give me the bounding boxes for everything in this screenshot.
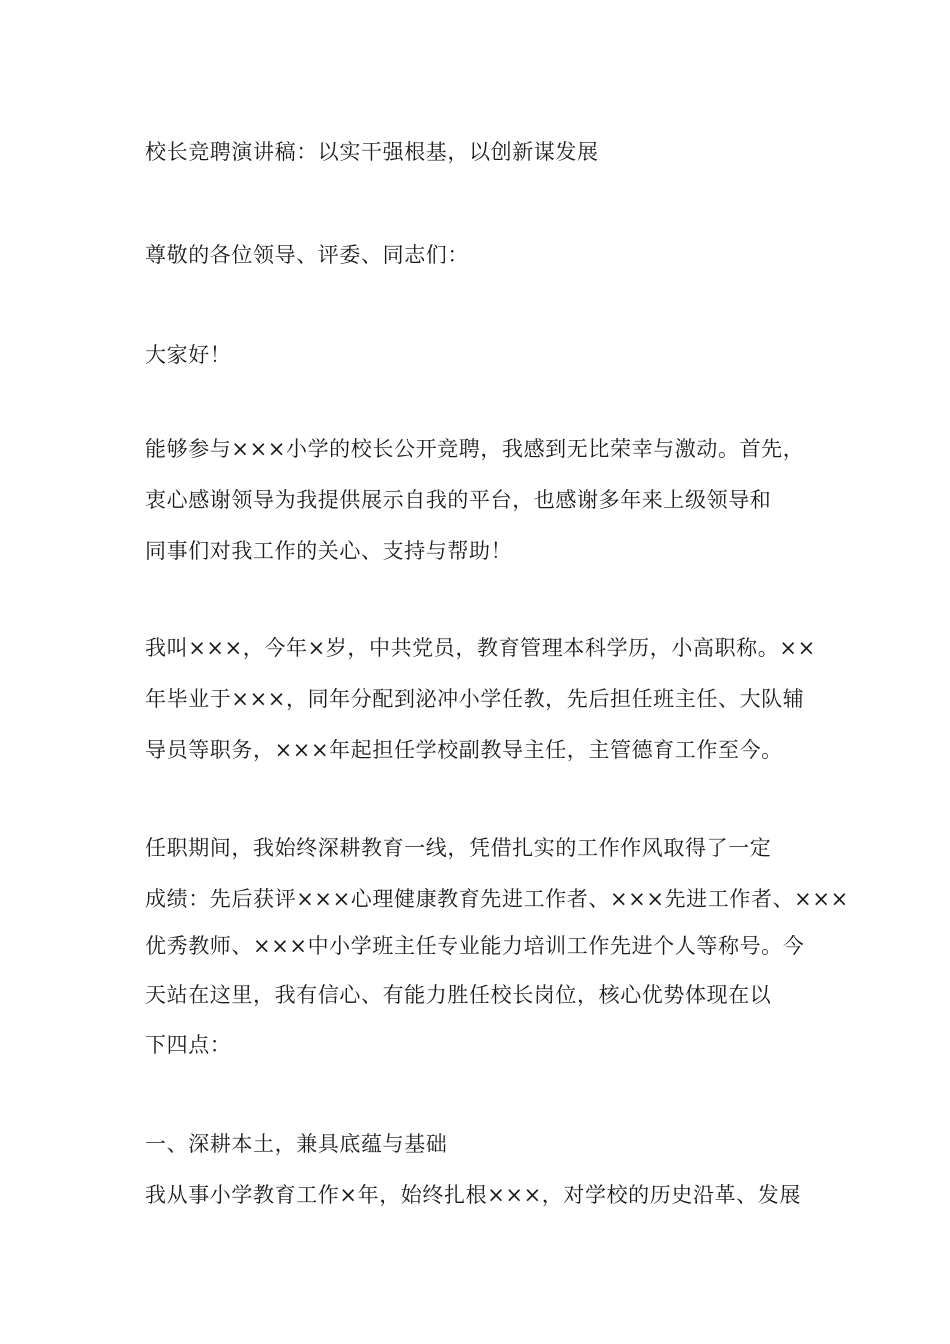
section-1-text-line-1: 我从事小学教育工作×年，始终扎根×××，对学校的历史沿革、发展 <box>145 1183 801 1207</box>
paragraph-1-line-2: 衷心感谢领导为我提供展示自我的平台，也感谢多年来上级领导和 <box>145 488 772 512</box>
paragraph-3-line-2: 成绩：先后获评×××心理健康教育先进工作者、×××先进工作者、××× <box>145 887 849 911</box>
section-1-heading: 一、深耕本土，兼具底蕴与基础 <box>145 1132 448 1156</box>
paragraph-1-line-3: 同事们对我工作的关心、支持与帮助！ <box>145 539 513 563</box>
salutation: 尊敬的各位领导、评委、同志们： <box>145 243 469 267</box>
paragraph-2-line-1: 我叫×××，今年×岁，中共党员，教育管理本科学历，小高职称。×× <box>145 636 816 660</box>
paragraph-2-line-3: 导员等职务，×××年起担任学校副教导主任，主管德育工作至今。 <box>145 738 783 762</box>
paragraph-1-line-1: 能够参与×××小学的校长公开竞聘，我感到无比荣幸与激动。首先， <box>145 437 805 461</box>
paragraph-3-line-5: 下四点： <box>145 1033 232 1057</box>
paragraph-3-line-1: 任职期间，我始终深耕教育一线，凭借扎实的工作作风取得了一定 <box>145 836 772 860</box>
paragraph-3-line-4: 天站在这里，我有信心、有能力胜任校长岗位，核心优势体现在以 <box>145 983 772 1007</box>
document-title: 校长竞聘演讲稿：以实干强根基，以创新谋发展 <box>145 140 599 164</box>
paragraph-3-line-3: 优秀教师、×××中小学班主任专业能力培训工作先进个人等称号。今 <box>145 934 805 958</box>
greeting: 大家好！ <box>145 343 232 367</box>
paragraph-2-line-2: 年毕业于×××，同年分配到泌冲小学任教，先后担任班主任、大队辅 <box>145 687 805 711</box>
